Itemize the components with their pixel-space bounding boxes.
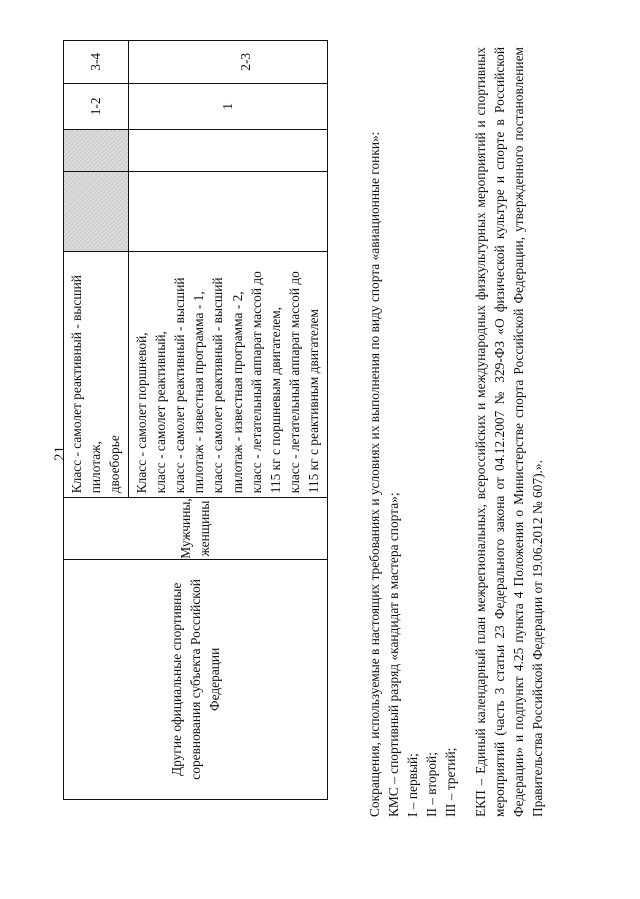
class-line: Класс - самолет поршневой,	[133, 332, 149, 494]
class-line: класс - самолет реактивный,	[152, 331, 168, 494]
shaded-cell	[64, 172, 129, 252]
gender-cell: Мужчины, женщины	[64, 498, 328, 559]
abbreviation-item: III – третий;	[443, 747, 458, 817]
class-line: класс - самолет реактивный - высший пилотаж - известная программа - 2,	[210, 277, 245, 494]
page-number: 21	[52, 446, 68, 461]
value-cell: 1	[128, 83, 327, 130]
shaded-cell	[64, 130, 129, 172]
abbreviation-item: II – второй;	[424, 752, 439, 817]
class-cell-jet-aerobatics	[64, 252, 129, 498]
abbreviation-item: I – первый;	[405, 753, 420, 817]
class-line: класс - самолет реактивный - высший пилотаж - известная программа - 1,	[172, 277, 207, 494]
class-cell-list	[128, 252, 327, 498]
class-line: класс - летательный аппарат массой до 115 кг с поршневым двигателем,	[248, 271, 284, 494]
empty-cell	[128, 172, 327, 252]
empty-cell	[128, 130, 327, 172]
ekp-definition: ЕКП – Единый календарный план межрегиональных, всероссийских и международных физкультурных мероприятий и спортивных мероприятий (часть 3 статьи 23 Федерального закона от 04.12.2007 № 329-ФЗ «О физической культуре и спорте в Российской Федерации» и подпункт 4.25 пункта 4 Положения о Министерстве спорта Российской Федерации, утвержденного постановлением Правительства Российской Федерации от 19.06.2012 № 607).».	[473, 47, 545, 817]
abbreviation-item: КМС – спортивный разряд «кандидат в мастера спорта»;	[386, 492, 401, 817]
abbreviations-intro: Сокращения, используемые в настоящих требованиях и условиях их выполнения по виду спорта «авиационные гонки»:	[367, 131, 382, 817]
competition-cell: Другие официальные спортивные соревнования субъекта Российской Федерации	[64, 559, 328, 799]
table-row	[64, 41, 129, 800]
value-cell: 3-4	[64, 41, 129, 84]
class-line: двоеборье	[107, 435, 123, 494]
value-text: 2-3	[238, 52, 254, 71]
value-cell	[128, 41, 327, 84]
class-line: класс - летательный аппарат массой до 115 кг с реактивным двигателем	[287, 271, 322, 494]
norms-table	[63, 40, 328, 800]
class-line: Класс - самолет реактивный - высший пилотаж,	[69, 275, 104, 494]
notes-section	[365, 47, 547, 817]
value-cell: 1-2	[64, 83, 129, 130]
